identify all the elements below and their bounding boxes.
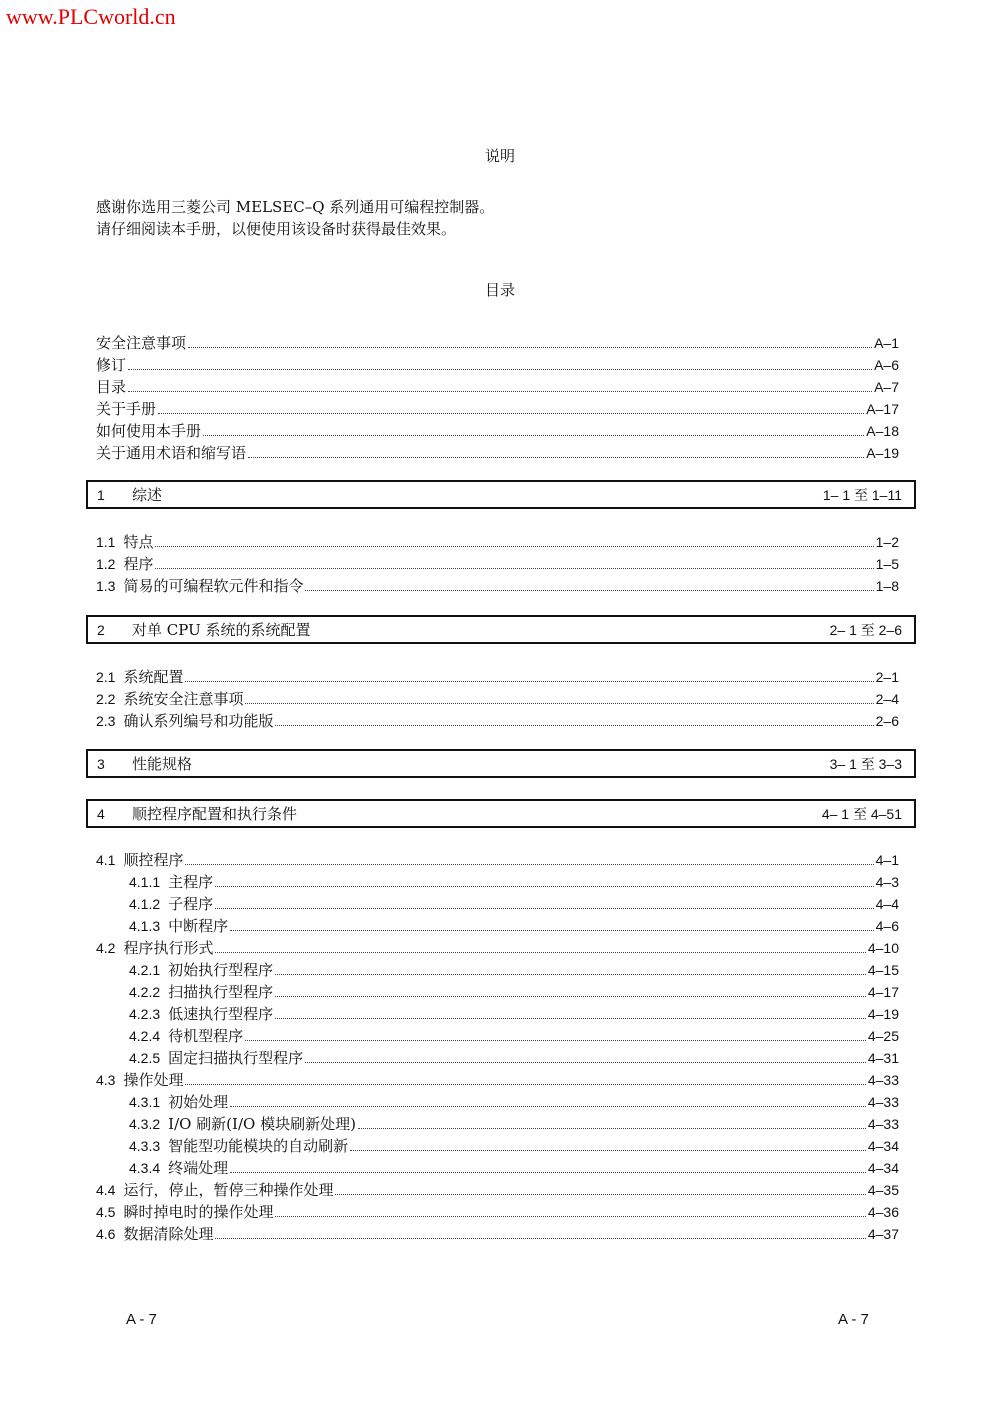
toc-entry-page: 4–34 <box>867 1160 899 1176</box>
toc-entry-number: 4.3.1 <box>129 1094 161 1110</box>
toc-entry-page: A–19 <box>866 445 899 461</box>
toc-entry-title: 操作处理 <box>123 1071 184 1089</box>
toc-entry[interactable] <box>96 1112 899 1134</box>
toc-entry[interactable] <box>96 1046 899 1068</box>
toc-entry-title: 子程序 <box>168 895 214 913</box>
toc-entry-number: 4.1 <box>96 852 116 868</box>
toc-entry-page: 4–36 <box>867 1204 899 1220</box>
toc-entry-title: I/O 刷新(I/O 模块刷新处理) <box>168 1115 356 1133</box>
toc-entry-page: A–1 <box>874 335 899 351</box>
dot-leader <box>275 725 873 726</box>
toc-entry[interactable] <box>96 1002 899 1024</box>
dot-leader <box>305 1062 866 1063</box>
dot-leader <box>230 1106 866 1107</box>
dot-leader <box>128 391 872 392</box>
toc-entry-title: 运行，停止，暂停三种操作处理 <box>123 1181 334 1199</box>
toc-entry-number: 4.2.4 <box>129 1028 161 1044</box>
toc-entry[interactable] <box>96 530 899 552</box>
toc-entry-page: 4–3 <box>875 874 899 890</box>
toc-entry-number: 4.2 <box>96 940 116 956</box>
toc-entry[interactable] <box>96 353 899 375</box>
toc-entry-page: A–6 <box>874 357 899 373</box>
dot-leader <box>275 1018 866 1019</box>
toc-entry[interactable] <box>96 980 899 1002</box>
toc-entry-title: 安全注意事项 <box>96 334 187 352</box>
toc-entry[interactable] <box>96 870 899 892</box>
toc-entry-page: 2–6 <box>875 713 899 729</box>
chapter-4-sections <box>96 848 899 1244</box>
front-matter-list <box>96 331 899 463</box>
toc-entry-title: 程序执行形式 <box>123 939 214 957</box>
toc-entry-page: 1–8 <box>875 578 899 594</box>
toc-entry-number: 2.1 <box>96 669 116 685</box>
dot-leader <box>203 435 864 436</box>
toc-entry[interactable] <box>96 1134 899 1156</box>
toc-entry-title: 瞬时掉电时的操作处理 <box>123 1203 274 1221</box>
dot-leader <box>275 996 866 997</box>
toc-entry[interactable] <box>96 1200 899 1222</box>
toc-entry-title: 简易的可编程软元件和指令 <box>123 577 304 595</box>
toc-entry-title: 确认系列编号和功能版 <box>123 712 274 730</box>
toc-entry-page: 1–2 <box>875 534 899 550</box>
chapter-title: 综述 <box>132 486 163 504</box>
toc-entry-number: 4.4 <box>96 1182 116 1198</box>
toc-entry-number: 2.3 <box>96 713 116 729</box>
dot-leader <box>158 413 864 414</box>
toc-entry-page: 4–4 <box>875 896 899 912</box>
dot-leader <box>350 1150 866 1151</box>
heading-description: 说明 <box>484 147 515 165</box>
toc-entry-page: 4–31 <box>867 1050 899 1066</box>
toc-entry-title: 中断程序 <box>168 917 229 935</box>
toc-entry-number: 4.1.2 <box>129 896 161 912</box>
chapter-number: 4 <box>97 805 105 822</box>
dot-leader <box>185 681 873 682</box>
dot-leader <box>155 546 873 547</box>
toc-entry-title: 主程序 <box>168 873 214 891</box>
chapter-2-sections <box>96 665 899 731</box>
toc-entry-title: 固定扫描执行型程序 <box>168 1049 304 1067</box>
chapter-title: 对单 CPU 系统的系统配置 <box>132 621 311 639</box>
toc-entry[interactable] <box>96 331 899 353</box>
toc-entry[interactable] <box>96 397 899 419</box>
toc-entry-title: 顺控程序 <box>123 851 184 869</box>
toc-entry[interactable] <box>96 1222 899 1244</box>
toc-entry-page: 4–10 <box>867 940 899 956</box>
toc-entry-number: 4.5 <box>96 1204 116 1220</box>
toc-entry[interactable] <box>96 892 899 914</box>
toc-entry[interactable] <box>96 958 899 980</box>
toc-entry-title: 初始处理 <box>168 1093 229 1111</box>
toc-entry-title: 修订 <box>96 356 127 374</box>
toc-entry-title: 目录 <box>96 378 127 396</box>
toc-entry[interactable] <box>96 1024 899 1046</box>
toc-entry-number: 4.1.3 <box>129 918 161 934</box>
chapter-page-range: 3– 1 至 3–3 <box>829 755 902 772</box>
toc-entry-title: 特点 <box>123 533 154 551</box>
toc-entry-page: 4–25 <box>867 1028 899 1044</box>
chapter-header-3[interactable] <box>86 749 916 778</box>
toc-entry-number: 1.1 <box>96 534 116 550</box>
toc-entry-page: 4–17 <box>867 984 899 1000</box>
dot-leader <box>128 369 872 370</box>
dot-leader <box>230 930 873 931</box>
page-number-left: A - 7 <box>126 1311 157 1328</box>
toc-entry-title: 扫描执行型程序 <box>168 983 274 1001</box>
toc-entry-page: 4–37 <box>867 1226 899 1242</box>
toc-entry[interactable] <box>96 914 899 936</box>
chapter-header-1[interactable] <box>86 480 916 509</box>
heading-contents: 目录 <box>484 281 515 299</box>
toc-entry-page: 4–33 <box>867 1094 899 1110</box>
toc-entry[interactable] <box>96 665 899 687</box>
toc-entry[interactable] <box>96 687 899 709</box>
toc-entry-number: 4.2.3 <box>129 1006 161 1022</box>
toc-entry-page: 2–1 <box>875 669 899 685</box>
toc-entry-title: 低速执行型程序 <box>168 1005 274 1023</box>
toc-entry-title: 终端处理 <box>168 1159 229 1177</box>
dot-leader <box>335 1194 865 1195</box>
toc-entry-number: 4.3 <box>96 1072 116 1088</box>
toc-entry-number: 4.2.1 <box>129 962 161 978</box>
toc-entry[interactable] <box>96 1090 899 1112</box>
toc-entry[interactable] <box>96 419 899 441</box>
toc-entry-title: 初始执行型程序 <box>168 961 274 979</box>
toc-entry-page: A–17 <box>866 401 899 417</box>
toc-entry-page: 4–33 <box>867 1116 899 1132</box>
chapter-header-4[interactable] <box>86 799 916 828</box>
toc-entry[interactable] <box>96 709 899 731</box>
chapter-1-sections <box>96 530 899 596</box>
dot-leader <box>245 703 873 704</box>
chapter-number: 2 <box>97 621 105 638</box>
toc-entry-title: 数据清除处理 <box>123 1225 214 1243</box>
dot-leader <box>185 864 873 865</box>
toc-entry-page: 4–34 <box>867 1138 899 1154</box>
chapter-number: 1 <box>97 486 105 503</box>
toc-entry-page: 4–15 <box>867 962 899 978</box>
toc-entry-title: 关于通用术语和缩写语 <box>96 444 247 462</box>
toc-entry-title: 系统配置 <box>123 668 184 686</box>
toc-entry-page: A–7 <box>874 379 899 395</box>
dot-leader <box>245 1040 866 1041</box>
chapter-header-2[interactable] <box>86 615 916 644</box>
toc-entry-number: 4.2.5 <box>129 1050 161 1066</box>
toc-entry[interactable] <box>96 936 899 958</box>
toc-entry-number: 4.1.1 <box>129 874 161 890</box>
toc-entry-title: 程序 <box>123 555 154 573</box>
chapter-title: 顺控程序配置和执行条件 <box>132 805 298 823</box>
chapter-page-range: 2– 1 至 2–6 <box>829 621 902 638</box>
toc-entry-title: 待机型程序 <box>168 1027 244 1045</box>
dot-leader <box>155 568 873 569</box>
dot-leader <box>305 590 873 591</box>
toc-entry-page: 4–33 <box>867 1072 899 1088</box>
toc-entry-title: 关于手册 <box>96 400 157 418</box>
dot-leader <box>275 1216 865 1217</box>
toc-entry-page: 4–35 <box>867 1182 899 1198</box>
toc-entry-title: 智能型功能模块的自动刷新 <box>168 1137 349 1155</box>
toc-entry-number: 4.3.2 <box>129 1116 161 1132</box>
dot-leader <box>215 952 865 953</box>
toc-entry-number: 1.2 <box>96 556 116 572</box>
dot-leader <box>215 886 873 887</box>
toc-entry-page: 1–5 <box>875 556 899 572</box>
toc-entry[interactable] <box>96 1068 899 1090</box>
toc-entry-page: A–18 <box>866 423 899 439</box>
toc-entry[interactable] <box>96 1156 899 1178</box>
chapter-page-range: 4– 1 至 4–51 <box>821 805 902 822</box>
intro-line-1: 感谢你选用三菱公司 MELSEC–Q 系列通用可编程控制器。 <box>96 198 495 216</box>
toc-entry[interactable] <box>96 441 899 463</box>
dot-leader <box>248 457 864 458</box>
toc-entry[interactable] <box>96 552 899 574</box>
toc-entry[interactable] <box>96 375 899 397</box>
toc-entry[interactable] <box>96 848 899 870</box>
toc-entry[interactable] <box>96 574 899 596</box>
toc-entry-number: 4.2.2 <box>129 984 161 1000</box>
dot-leader <box>215 1238 865 1239</box>
dot-leader <box>188 347 872 348</box>
chapter-title: 性能规格 <box>132 755 193 773</box>
toc-entry[interactable] <box>96 1178 899 1200</box>
dot-leader <box>275 974 866 975</box>
toc-entry-page: 2–4 <box>875 691 899 707</box>
chapter-number: 3 <box>97 755 105 772</box>
toc-entry-number: 4.6 <box>96 1226 116 1242</box>
chapter-page-range: 1– 1 至 1–11 <box>822 486 902 503</box>
toc-entry-page: 4–19 <box>867 1006 899 1022</box>
dot-leader <box>358 1128 866 1129</box>
toc-entry-title: 系统安全注意事项 <box>123 690 244 708</box>
toc-entry-number: 2.2 <box>96 691 116 707</box>
intro-line-2: 请仔细阅读本手册，以便使用该设备时获得最佳效果。 <box>96 220 457 238</box>
toc-entry-number: 1.3 <box>96 578 116 594</box>
toc-entry-page: 4–6 <box>875 918 899 934</box>
toc-entry-number: 4.3.3 <box>129 1138 161 1154</box>
toc-entry-page: 4–1 <box>875 852 899 868</box>
dot-leader <box>230 1172 866 1173</box>
toc-entry-title: 如何使用本手册 <box>96 422 202 440</box>
watermark: www.PLCworld.cn <box>6 4 176 29</box>
dot-leader <box>215 908 873 909</box>
dot-leader <box>185 1084 865 1085</box>
page-number-right: A - 7 <box>838 1311 869 1328</box>
toc-entry-number: 4.3.4 <box>129 1160 161 1176</box>
